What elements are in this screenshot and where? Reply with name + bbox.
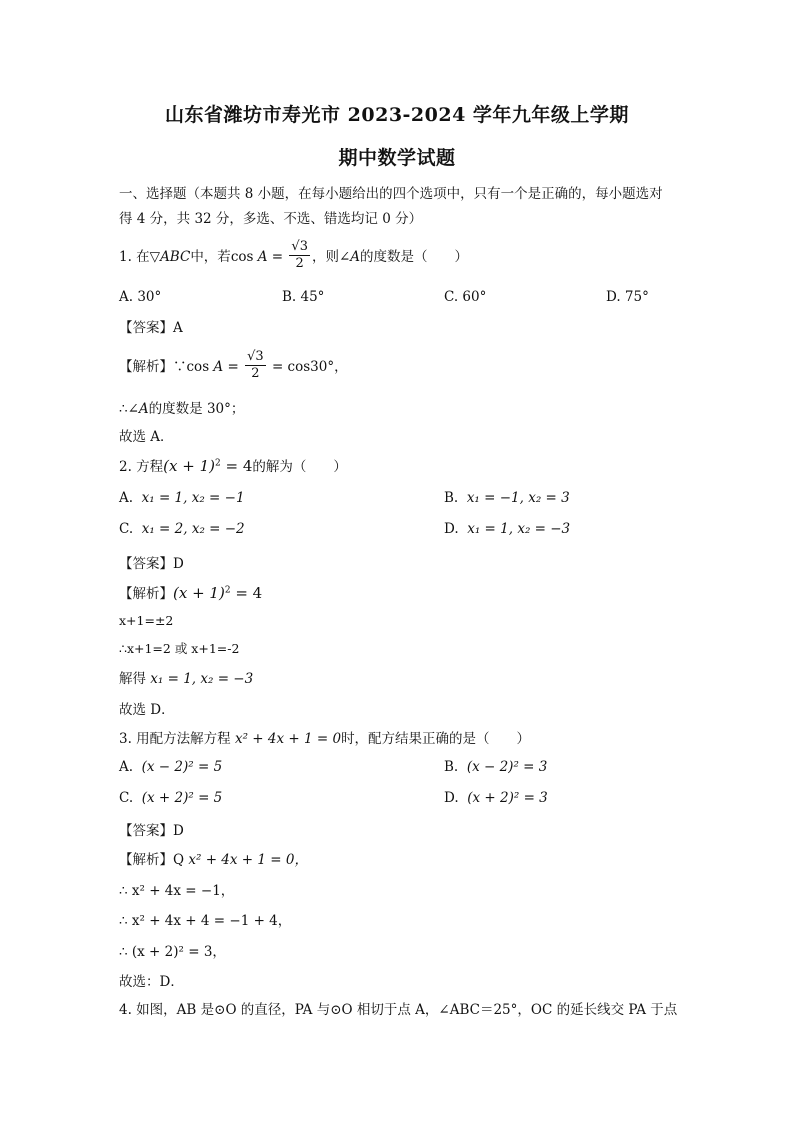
question-3-stem: 3. 用配方法解方程 x² + 4x + 1 = 0时，配方结果正确的是（ ） [119, 731, 531, 747]
q1-option-a: A. 30° [119, 289, 162, 305]
q1-answer: 【答案】A [119, 320, 183, 336]
doc-title-line2: 期中数学试题 [338, 147, 456, 169]
q1-analysis-line2: ∴∠A的度数是 30°； [119, 401, 245, 417]
q2-solve: 解得 x₁ = 1, x₂ = −3 [119, 671, 254, 687]
q3-step-2: ∴ x² + 4x + 4 = −1 + 4， [119, 913, 292, 929]
section-header-cont: 得 4 分，共 32 分，多选、不选、错选均记 0 分） [119, 211, 423, 227]
q3-conclusion: 故选：D． [119, 974, 184, 990]
q3-option-c: C. (x + 2)² = 5 [119, 790, 223, 806]
q3-step-1: ∴ x² + 4x = −1， [119, 883, 235, 899]
q1-analysis: 【解析】∵cos A = $\frac{√3}{2}$ = cos30°， [119, 349, 348, 381]
q1-option-d: D. 75° [606, 289, 649, 305]
q2-step-2: ∴x+1=2 或 x+1=-2 [119, 641, 240, 656]
q3-answer: 【答案】D [119, 823, 184, 839]
q2-conclusion: 故选 D． [119, 702, 175, 718]
q2-step-1: x+1=±2 [119, 613, 174, 628]
q2-analysis: 【解析】$(x + 1)^2 = 4$ [119, 584, 263, 602]
q3-option-b: B. (x − 2)² = 3 [444, 759, 548, 775]
q3-analysis: 【解析】Q x² + 4x + 1 = 0， [119, 852, 308, 868]
q2-option-c: C. x₁ = 2, x₂ = −2 [119, 521, 245, 537]
q2-option-d: D. x₁ = 1, x₂ = −3 [444, 521, 571, 537]
q3-option-a: A. (x − 2)² = 5 [119, 759, 223, 775]
q1-option-c: C. 60° [444, 289, 487, 305]
q1-option-b: B. 45° [282, 289, 325, 305]
q3-option-d: D. (x + 2)² = 3 [444, 790, 548, 806]
question-2-stem: 2. 方程$(x + 1)^2 = 4$的解为（ ） [119, 457, 347, 475]
q2-option-a: A. x₁ = 1, x₂ = −1 [119, 490, 245, 506]
fraction-sqrt3-over-2: $\frac{√3}{2}$ [291, 239, 308, 271]
question-1-stem: 1. 在▽ABC中，若cos A = $\frac{√3}{2}$ ，则∠A的度数是（ ） [119, 239, 469, 271]
q2-option-b: B. x₁ = −1, x₂ = 3 [444, 490, 570, 506]
doc-title-line1: 山东省潍坊市寿光市 2023-2024 学年九年级上学期 [165, 104, 629, 126]
section-header: 一、选择题（本题共 8 小题，在每小题给出的四个选项中，只有一个是正确的，每小题选对 [119, 186, 663, 202]
question-4-stem: 4. 如图，AB 是⊙O 的直径，PA 与⊙O 相切于点 A，∠ABC＝25°，OC 的延长线交 PA 于点 [119, 1002, 678, 1018]
q2-answer: 【答案】D [119, 556, 184, 572]
q3-step-3: ∴ (x + 2)² = 3， [119, 944, 226, 960]
q1-conclusion: 故选 A． [119, 429, 174, 445]
